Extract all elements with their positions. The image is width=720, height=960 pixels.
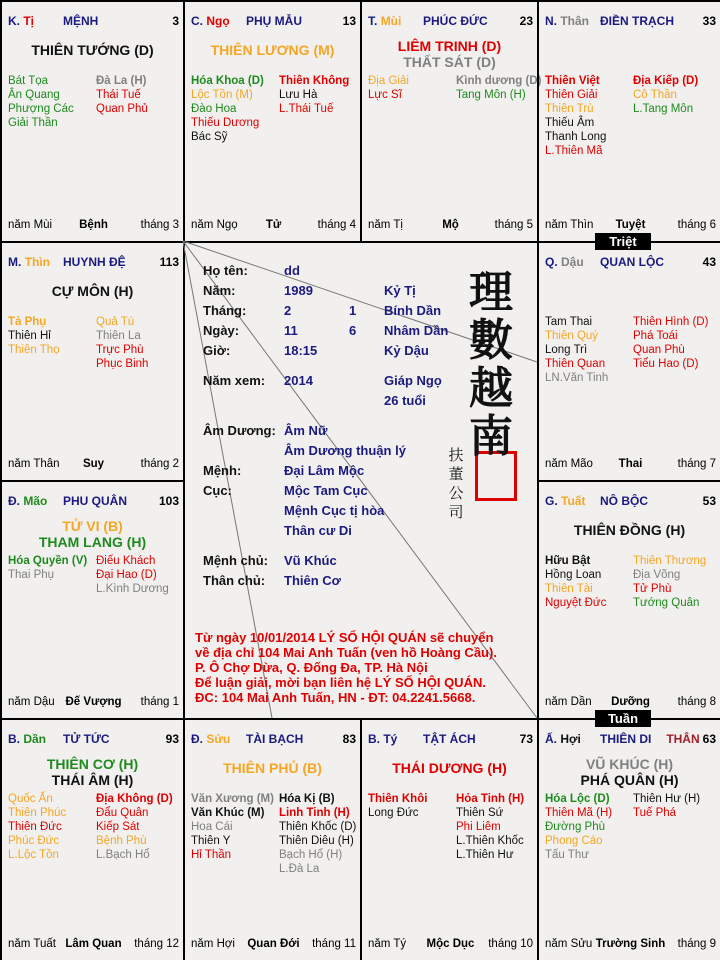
life-stage: Bệnh xyxy=(79,219,108,231)
minor-star: Hồng Loan xyxy=(545,569,602,581)
info-value: 1989 xyxy=(284,283,313,298)
month-label: tháng 9 xyxy=(677,938,716,950)
minor-star: Thiên Sứ xyxy=(456,807,504,819)
minor-star: Văn Khúc (M) xyxy=(191,807,265,819)
minor-star: Thai Phụ xyxy=(8,569,55,581)
year-label: năm Thìn xyxy=(545,219,594,231)
main-star: CỰ MÔN (H) xyxy=(51,283,134,299)
palace-branch-name: Thân xyxy=(560,14,590,28)
palace-branch-name: Mão xyxy=(23,494,48,508)
info-canchi: Bính Dần xyxy=(384,303,442,318)
minor-star: Tấu Thư xyxy=(545,849,589,861)
info-label: Âm Dương: xyxy=(203,423,276,438)
minor-star: Thiên Khôi xyxy=(368,793,428,805)
month-label: tháng 6 xyxy=(677,219,716,231)
minor-star: Tam Thai xyxy=(545,316,593,328)
main-star: THIÊN LƯƠNG (M) xyxy=(210,42,335,58)
minor-star: Thiếu Dương xyxy=(191,117,260,129)
than-marker: THÂN xyxy=(666,732,700,746)
minor-star: Phục Binh xyxy=(96,358,149,370)
info-label: Năm: xyxy=(203,283,236,298)
minor-star: Thiên Y xyxy=(191,835,231,847)
info-value: Mộc Tam Cục xyxy=(284,483,368,498)
palace-name: PHU QUÂN xyxy=(63,494,128,508)
minor-star: Ân Quang xyxy=(8,89,60,101)
life-stage: Đế Vượng xyxy=(65,696,122,708)
minor-star: Hỏa Tinh (H) xyxy=(456,793,525,805)
life-stage: Tuyệt xyxy=(615,219,646,231)
year-label: năm Dần xyxy=(545,696,592,708)
minor-star: Phi Liêm xyxy=(456,821,501,833)
month-label: tháng 7 xyxy=(677,458,716,470)
info-label: Năm xem: xyxy=(203,373,266,388)
minor-star: Hóa Kị (B) xyxy=(279,793,335,805)
minor-star: L.Thiên Mã xyxy=(545,145,603,157)
info-lunar-value: 1 xyxy=(349,303,357,318)
info-canchi: Nhâm Dần xyxy=(384,323,449,338)
palace-stem: C. xyxy=(191,14,203,28)
palace-stem: B. xyxy=(8,732,20,746)
palace-name: PHỤ MẪU xyxy=(246,14,302,28)
year-label: năm Mùi xyxy=(8,219,53,231)
palace-branch-name: Sửu xyxy=(206,732,231,746)
minor-star: Thiên Thương xyxy=(633,555,707,567)
minor-star: Nguyệt Đức xyxy=(545,597,607,609)
minor-star: Thiên La xyxy=(96,330,141,342)
minor-star: Đào Hoa xyxy=(191,103,237,115)
minor-star: Đẩu Quân xyxy=(96,807,149,819)
tuan-badge: Tuần xyxy=(595,710,651,727)
minor-star: Phá Toái xyxy=(633,330,678,342)
palace-branch-name: Tý xyxy=(383,732,398,746)
month-label: tháng 1 xyxy=(140,696,179,708)
minor-star: Hữu Bật xyxy=(545,555,591,567)
minor-star: Cô Thần xyxy=(633,89,677,101)
palace-age-number: 3 xyxy=(172,14,179,28)
minor-star: Hóa Quyền (V) xyxy=(8,555,88,567)
minor-star: L.Đà La xyxy=(279,863,320,875)
minor-star: Thiên Không xyxy=(279,75,350,87)
main-star: THAM LANG (H) xyxy=(38,534,147,550)
minor-star: Bệnh Phù xyxy=(96,835,147,847)
minor-star: Điếu Khách xyxy=(96,555,156,567)
palace-stem: M. xyxy=(8,255,22,269)
life-stage: Tử xyxy=(265,219,282,231)
info-canchi: Kỷ Dậu xyxy=(384,343,429,358)
minor-star: Đại Hao (D) xyxy=(96,569,157,581)
info-value: Đại Lâm Mộc xyxy=(284,463,365,478)
minor-star: Thiên Khốc (D) xyxy=(279,821,357,833)
main-star: VŨ KHÚC (H) xyxy=(585,756,674,772)
notice-line: về địa chỉ 104 Mai Anh Tuấn (ven hồ Hoàng Cầu). xyxy=(195,645,497,660)
palace-age-number: 93 xyxy=(165,732,179,746)
year-label: năm Mão xyxy=(545,458,593,470)
info-value: Thiên Cơ xyxy=(284,573,341,588)
notice-text xyxy=(195,630,497,705)
palace-name: HUYNH ĐỆ xyxy=(63,255,126,269)
minor-star: Giải Thần xyxy=(8,117,58,129)
month-label: tháng 2 xyxy=(140,458,179,470)
year-label: năm Thân xyxy=(8,458,60,470)
info-label: Cục: xyxy=(203,483,232,498)
palace-branch-name: Hợi xyxy=(560,732,581,746)
main-star: THIÊN TƯỚNG (D) xyxy=(31,42,154,58)
main-star: THIÊN ĐỒNG (H) xyxy=(573,522,686,538)
info-value: Âm Dương thuận lý xyxy=(284,443,406,458)
life-stage: Thai xyxy=(618,458,643,470)
info-label: Mệnh chủ: xyxy=(203,553,268,568)
minor-star: Thiên Tài xyxy=(545,583,593,595)
info-canchi: Kỷ Tị xyxy=(384,283,416,298)
palace-branch-name: Dậu xyxy=(561,255,584,269)
minor-star: Bạch Hổ (H) xyxy=(279,849,343,861)
minor-star: Thiên Phúc xyxy=(8,807,67,819)
minor-star: Thiên Đức xyxy=(8,821,62,833)
year-label: năm Hợi xyxy=(191,938,235,950)
palace-stem: N. xyxy=(545,14,557,28)
info-label: Mệnh: xyxy=(203,463,242,478)
minor-star: Thiên Mã (H) xyxy=(545,807,613,819)
minor-star: Địa Võng xyxy=(633,569,681,581)
notice-line: Để luận giải, mời bạn liên hệ LÝ SỐ HỘI QUÁN. xyxy=(195,675,486,690)
info-canchi: Giáp Ngọ xyxy=(384,373,442,388)
minor-star: Kình dương (D) xyxy=(456,75,542,87)
minor-star: Đường Phù xyxy=(545,821,605,833)
minor-star: Quan Phù xyxy=(633,344,685,356)
life-stage: Suy xyxy=(82,458,105,470)
minor-star: Thanh Long xyxy=(545,131,607,143)
minor-star: L.Tang Môn xyxy=(633,103,694,115)
minor-star: Thiên Hư (H) xyxy=(633,793,701,805)
life-stage: Trường Sinh xyxy=(595,938,666,950)
minor-star: Hóa Lộc (D) xyxy=(545,793,610,805)
minor-star: Quan Phủ xyxy=(96,103,148,115)
minor-star: Long Trì xyxy=(545,344,588,356)
palace-stem: Q. xyxy=(545,255,558,269)
notice-line: Từ ngày 10/01/2014 LÝ SỐ HỘI QUÁN sẽ chuyển xyxy=(195,630,494,645)
info-label: Tháng: xyxy=(203,303,247,318)
month-label: tháng 5 xyxy=(494,219,533,231)
minor-star: Quốc Ấn xyxy=(8,793,53,805)
palace-branch-name: Tuất xyxy=(561,494,586,508)
main-star: THÁI ÂM (H) xyxy=(51,772,134,788)
info-label: Ngày: xyxy=(203,323,240,338)
palace-age-number: 113 xyxy=(159,255,179,269)
minor-star: Hỉ Thần xyxy=(191,849,232,861)
palace-branch-name: Tị xyxy=(23,14,35,28)
minor-star: Thiên Hỉ xyxy=(8,330,51,342)
minor-star: Kiếp Sát xyxy=(96,821,140,833)
minor-star: Thiên Quan xyxy=(545,358,606,370)
palace-name: TỬ TỨC xyxy=(63,732,110,746)
minor-star: Địa Giải xyxy=(368,75,409,87)
palace-branch-name: Thìn xyxy=(24,255,51,269)
info-canchi: 26 tuổi xyxy=(384,393,426,408)
minor-star: Phúc Đức xyxy=(8,835,60,847)
minor-star: Linh Tinh (H) xyxy=(279,807,350,819)
palace-stem: Đ. xyxy=(191,732,203,746)
palace-age-number: 73 xyxy=(519,732,533,746)
palace-age-number: 63 xyxy=(702,732,716,746)
minor-star: Văn Xương (M) xyxy=(191,793,274,805)
minor-star: Thiên Trù xyxy=(545,103,594,115)
minor-star: Thiếu Âm xyxy=(545,117,595,129)
center-info-panel xyxy=(183,241,537,718)
minor-star: Đà La (H) xyxy=(96,75,147,87)
palace-name: NÔ BỘC xyxy=(600,494,648,508)
palace-age-number: 23 xyxy=(519,14,533,28)
palace-age-number: 13 xyxy=(342,14,356,28)
minor-star: Thiên Diêu (H) xyxy=(279,835,354,847)
palace-age-number: 33 xyxy=(702,14,716,28)
palace-name: ĐIỀN TRẠCH xyxy=(600,14,674,28)
year-label: năm Tuất xyxy=(8,938,56,950)
year-label: năm Sửu xyxy=(545,938,593,950)
palace-stem: Ấ. xyxy=(545,732,557,746)
palace-stem: Đ. xyxy=(8,494,20,508)
minor-star: Bác Sỹ xyxy=(191,131,228,143)
minor-star: Long Đức xyxy=(368,807,419,819)
minor-star: Lực Sĩ xyxy=(368,89,402,101)
calligraphy-subtitle: 扶董公司 xyxy=(448,446,464,521)
year-label: năm Tý xyxy=(368,938,407,950)
year-label: năm Ngọ xyxy=(191,219,238,231)
minor-star: Địa Kiếp (D) xyxy=(633,75,699,87)
minor-star: Thiên Quý xyxy=(545,330,599,342)
minor-star: Quả Tú xyxy=(96,316,135,328)
triet-badge: Triệt xyxy=(595,233,651,250)
palace-age-number: 83 xyxy=(342,732,356,746)
life-stage: Lâm Quan xyxy=(65,938,122,950)
minor-star: Tử Phù xyxy=(633,583,672,595)
minor-star: Tướng Quân xyxy=(633,597,700,609)
info-value: dd xyxy=(284,263,300,278)
month-label: tháng 11 xyxy=(312,938,356,950)
minor-star: LN.Văn Tinh xyxy=(545,372,609,384)
minor-star: Phong Cáo xyxy=(545,835,603,847)
notice-line: P. Ô Chợ Dừa, Q. Đống Đa, TP. Hà Nội xyxy=(195,660,428,675)
info-label: Thân chủ: xyxy=(203,573,266,588)
palace-name: TÀI BẠCH xyxy=(246,732,304,746)
minor-star: Thiên Việt xyxy=(545,75,600,87)
minor-star: Tả Phụ xyxy=(8,316,47,328)
info-label: Giờ: xyxy=(203,343,231,358)
minor-star: Hóa Khoa (D) xyxy=(191,75,264,87)
palace-stem: B. xyxy=(368,732,380,746)
info-value: Mệnh Cục tị hòa xyxy=(284,503,385,518)
minor-star: Tuế Phá xyxy=(633,807,677,819)
main-star: TỬ VI (B) xyxy=(62,518,123,534)
life-stage: Mộc Dục xyxy=(426,938,475,950)
minor-star: Bát Tọa xyxy=(8,75,49,87)
minor-star: L.Kình Dương xyxy=(96,583,169,595)
minor-star: Phượng Các xyxy=(8,103,74,115)
palace-branch-name: Mùi xyxy=(380,14,402,28)
minor-star: Thiên Thọ xyxy=(8,344,60,356)
palace-branch-name: Ngọ xyxy=(206,14,230,28)
minor-star: L.Bạch Hổ xyxy=(96,849,150,861)
month-label: tháng 10 xyxy=(488,938,533,950)
minor-star: Địa Không (D) xyxy=(96,793,173,805)
main-star: LIÊM TRINH (D) xyxy=(397,38,502,54)
calligraphy-title: 理數越南 xyxy=(469,267,513,462)
info-value: 11 xyxy=(284,323,298,338)
minor-star: Thiên Hình (D) xyxy=(633,316,709,328)
main-star: PHÁ QUÂN (H) xyxy=(580,772,679,788)
minor-star: Trực Phù xyxy=(96,344,144,356)
month-label: tháng 3 xyxy=(140,219,179,231)
month-label: tháng 8 xyxy=(677,696,716,708)
palace-stem: T. xyxy=(368,14,378,28)
palace-name: TẬT ÁCH xyxy=(423,732,476,746)
minor-star: Tang Môn (H) xyxy=(456,89,526,101)
palace-name: THIÊN DI xyxy=(600,732,652,746)
main-star: THIÊN CƠ (H) xyxy=(46,756,139,772)
palace-branch-name: Dần xyxy=(23,732,47,746)
palace-name: QUAN LỘC xyxy=(600,255,664,269)
main-star: THẤT SÁT (D) xyxy=(403,54,496,70)
minor-star: Hoa Cái xyxy=(191,821,233,833)
palace-stem: G. xyxy=(545,494,558,508)
info-value: 2014 xyxy=(284,373,313,388)
palace-age-number: 43 xyxy=(702,255,716,269)
palace-name: MỆNH xyxy=(63,14,99,28)
minor-star: Thiên Giải xyxy=(545,89,598,101)
main-star: THIÊN PHỦ (B) xyxy=(223,760,322,776)
palace-age-number: 53 xyxy=(702,494,716,508)
year-label: năm Tị xyxy=(368,219,403,231)
minor-star: Lộc Tồn (M) xyxy=(191,89,253,101)
minor-star: L.Thiên Hư xyxy=(456,849,514,861)
info-lunar-value: 6 xyxy=(349,323,357,338)
month-label: tháng 4 xyxy=(317,219,356,231)
info-value: Âm Nữ xyxy=(284,423,328,438)
minor-star: L.Thái Tuế xyxy=(279,103,334,115)
minor-star: L.Lộc Tồn xyxy=(8,849,59,861)
palace-name: PHÚC ĐỨC xyxy=(423,14,488,28)
notice-line: ĐC: 104 Mai Anh Tuấn, HN - ĐT: 04.2241.5668. xyxy=(195,690,476,705)
info-label: Họ tên: xyxy=(203,263,248,278)
minor-star: Thái Tuế xyxy=(96,89,141,101)
life-stage: Mộ xyxy=(442,219,459,231)
info-value: 2 xyxy=(284,303,292,318)
main-star: THÁI DƯƠNG (H) xyxy=(392,760,507,776)
minor-star: Lưu Hà xyxy=(279,89,318,101)
info-value: Thân cư Di xyxy=(284,523,352,538)
year-label: năm Dậu xyxy=(8,696,55,708)
palace-age-number: 103 xyxy=(158,494,179,508)
month-label: tháng 12 xyxy=(134,938,179,950)
life-stage: Quan Đới xyxy=(247,938,300,950)
info-value: 18:15 xyxy=(284,343,318,358)
minor-star: L.Thiên Khốc xyxy=(456,835,524,847)
info-value: Vũ Khúc xyxy=(284,553,337,568)
minor-star: Tiểu Hao (D) xyxy=(633,358,699,370)
life-stage: Dưỡng xyxy=(611,696,650,708)
palace-stem: K. xyxy=(8,14,20,28)
